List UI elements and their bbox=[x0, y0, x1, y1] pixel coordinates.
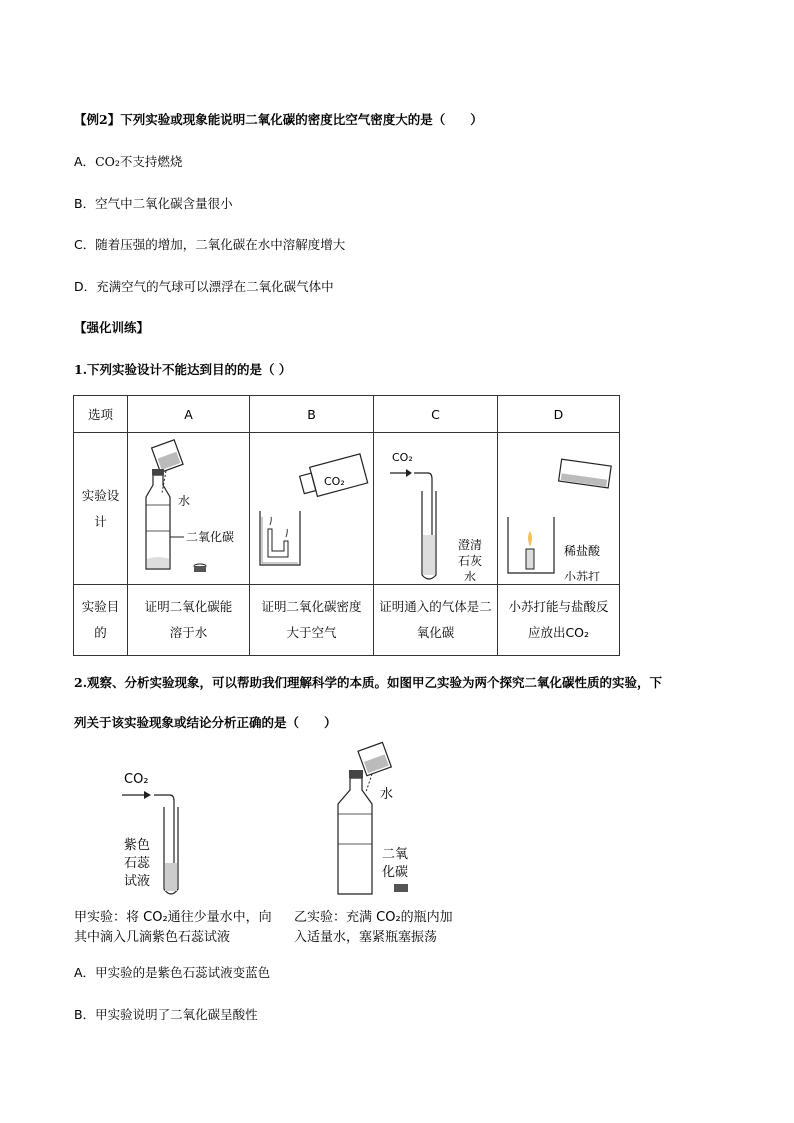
purpose-a bbox=[128, 585, 250, 656]
jia-liquid-l2: 石蕊 bbox=[124, 856, 151, 871]
purpose-c bbox=[374, 585, 498, 656]
purpose-d-text: 小苏打能与盐酸反应放出CO₂ bbox=[508, 599, 609, 640]
figure-d bbox=[498, 433, 620, 585]
figure-b bbox=[250, 433, 374, 585]
caption-jia-line2: 其中滴入几滴紫色石蕊试液 bbox=[74, 930, 231, 945]
fig-d-soda-label: 小苏打 bbox=[564, 570, 601, 581]
fig-a-water-label: 水 bbox=[178, 494, 191, 508]
row-header-design-text: 实验设计 bbox=[81, 487, 120, 529]
option-text: 随着压强的增加，二氧化碳在水中溶解度增大 bbox=[95, 237, 346, 252]
purpose-b-text: 证明二氧化碳密度大于空气 bbox=[261, 599, 362, 640]
option-text: CO₂不支持燃烧 bbox=[95, 154, 183, 169]
example-prefix: 【例2】 bbox=[74, 112, 121, 127]
caption-yi bbox=[294, 908, 453, 948]
yi-gas-l1: 二氧 bbox=[382, 847, 409, 862]
option-text: 充满空气的气球可以漂浮在二氧化碳气体中 bbox=[96, 279, 334, 294]
row-header-design bbox=[74, 433, 128, 585]
limewater-figure bbox=[374, 433, 497, 581]
col-letter-d: D bbox=[498, 396, 620, 433]
yi-figure bbox=[330, 740, 450, 900]
purpose-a-text: 证明二氧化碳能溶于水 bbox=[144, 599, 233, 640]
jia-liquid-l3: 试液 bbox=[124, 874, 151, 889]
jia-liquid-l1: 紫色 bbox=[124, 838, 151, 853]
row-header-purpose-text: 实验目的 bbox=[81, 599, 120, 640]
fig-c-liquid-line1: 澄清 bbox=[458, 538, 483, 552]
example-question-text: 下列实验或现象能说明二氧化碳的密度比空气密度大的是（ ） bbox=[120, 112, 483, 127]
q2-option-a[interactable] bbox=[74, 963, 270, 981]
q2-option-b[interactable] bbox=[74, 1005, 258, 1023]
jia-gas-label: CO₂ bbox=[124, 772, 149, 787]
caption-yi-line2: 入适量水，塞紧瓶塞振荡 bbox=[294, 930, 438, 945]
option-label: D． bbox=[74, 279, 97, 294]
q2-stem-line2: 列关于该实验现象或结论分析正确的是（ ） bbox=[74, 715, 337, 730]
section-title: 【强化训练】 bbox=[74, 320, 150, 335]
fig-c-liquid-line3: 水 bbox=[464, 570, 477, 581]
row-header-option: 选项 bbox=[74, 396, 128, 433]
fig-b-gas-label: CO₂ bbox=[324, 475, 345, 488]
jia-figure bbox=[118, 765, 208, 905]
option-a[interactable] bbox=[74, 152, 182, 170]
col-letter-a: A bbox=[128, 396, 250, 433]
acid-soda-figure bbox=[498, 433, 619, 581]
option-d[interactable] bbox=[74, 277, 334, 295]
purpose-c-text: 证明通入的气体是二氧化碳 bbox=[379, 599, 492, 640]
fig-d-acid-label: 稀盐酸 bbox=[564, 544, 601, 558]
option-label: A． bbox=[74, 154, 96, 169]
caption-yi-line1: 乙实验：充满 CO₂的瓶内加 bbox=[294, 910, 453, 925]
fig-a-gas-label: 二氧化碳 bbox=[186, 530, 235, 544]
option-b[interactable] bbox=[74, 194, 233, 212]
option-text: 甲实验说明了二氧化碳呈酸性 bbox=[95, 1007, 258, 1022]
yi-water-label: 水 bbox=[380, 787, 394, 802]
experiment-table bbox=[73, 395, 620, 656]
q2-stem-line1: 2.观察、分析实验现象，可以帮助我们理解科学的本质。如图甲乙实验为两个探究二氧化碳性质的实验，下 bbox=[74, 675, 663, 690]
fig-c-gas-label: CO₂ bbox=[392, 451, 413, 464]
example-question bbox=[74, 110, 483, 128]
col-letter-c: C bbox=[374, 396, 498, 433]
row-header-purpose bbox=[74, 585, 128, 656]
bottle-water-figure bbox=[128, 433, 249, 581]
purpose-b bbox=[250, 585, 374, 656]
option-label: B． bbox=[74, 1007, 96, 1022]
caption-jia-line1: 甲实验：将 CO₂通往少量水中，向 bbox=[74, 910, 272, 925]
candles-figure bbox=[250, 433, 373, 581]
option-label: A． bbox=[74, 965, 96, 980]
option-label: B． bbox=[74, 196, 96, 211]
figure-c bbox=[374, 433, 498, 585]
purpose-d bbox=[498, 585, 620, 656]
q1-stem: 1.下列实验设计不能达到目的的是（ ） bbox=[74, 362, 292, 377]
col-letter-b: B bbox=[250, 396, 374, 433]
option-text: 甲实验的是紫色石蕊试液变蓝色 bbox=[95, 965, 271, 980]
option-label: C． bbox=[74, 237, 96, 252]
option-c[interactable] bbox=[74, 235, 345, 253]
caption-jia bbox=[74, 908, 272, 948]
yi-gas-l2: 化碳 bbox=[382, 865, 409, 880]
fig-c-liquid-line2: 石灰 bbox=[458, 554, 483, 568]
option-text: 空气中二氧化碳含量很小 bbox=[95, 196, 233, 211]
figure-a bbox=[128, 433, 250, 585]
